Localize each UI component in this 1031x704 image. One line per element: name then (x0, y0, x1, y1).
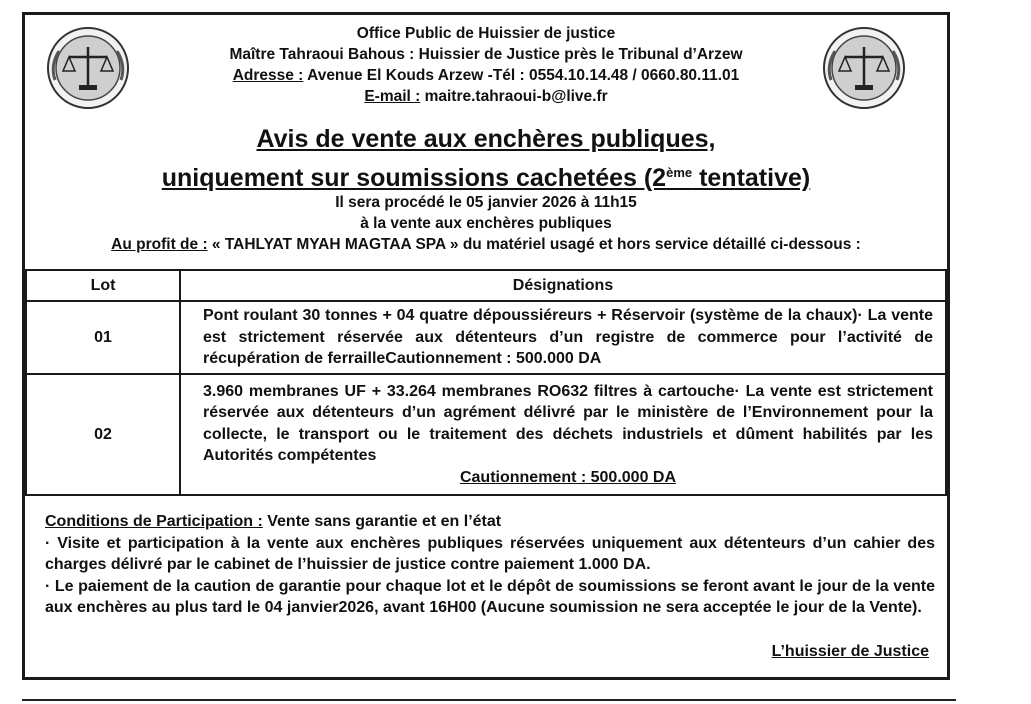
condition-point-1: · Visite et participation à la vente aux enchères publiques réservées uniquement aux détenteurs d’un cahier des charges délivré par le cabinet de l’huissier de justice contre paiement 1.000 DA. (45, 534, 935, 573)
conditions-block (45, 511, 935, 619)
office-title: Office Public de Huissier de justice (356, 25, 616, 42)
condition-point-2: · Le paiement de la caution de garantie pour chaque lot et le dépôt de soumissions se feront avant le jour de la vente aux enchères au plus tard le 04 janvier2026, avant 16H00 (Aucune soumission ne sera acceptée le jour de la Vente). (45, 577, 935, 616)
lot-description-text: 3.960 membranes UF + 33.264 membranes RO632 filtres à cartouche· La vente est strictement réservée aux détenteurs d’un agrément délivré par le ministère de l’Environnement pour la collecte, le transport ou le traitement des déchets industriels et dûment habilités par les Autorités compétentes (203, 382, 933, 465)
bottom-divider (22, 699, 956, 701)
email-line (25, 86, 947, 107)
lot-description (180, 374, 946, 495)
intro-sale: à la vente aux enchères publiques (360, 215, 612, 232)
title-line-2-suffix: tentative) (692, 164, 811, 192)
address-label: Adresse : (232, 67, 304, 84)
lot-number: 01 (26, 301, 180, 374)
conditions-label: Conditions de Participation : (45, 513, 263, 530)
notice-frame (22, 12, 950, 680)
lots-table (25, 269, 947, 496)
profit-value: « TAHLYAT MYAH MAGTAA SPA » du matériel usagé et hors service détaillé ci-dessous : (207, 236, 861, 253)
email-value: maitre.tahraoui-b@live.fr (420, 88, 608, 105)
conditions-label-value: Vente sans garantie et en l’état (262, 513, 502, 530)
address-line (25, 65, 947, 86)
lot-caution-text: Cautionnement : 500.000 DA (459, 468, 677, 486)
lot-caution (203, 467, 933, 489)
intro-profit (25, 234, 947, 255)
address-value: Avenue El Kouds Arzew -Tél : 0554.10.14.48 / 0660.80.11.01 (303, 67, 740, 84)
title-line-2-prefix: uniquement sur soumissions cachetées (2 (161, 164, 667, 192)
lot-column-header: Lot (26, 270, 180, 301)
table-row (26, 301, 946, 374)
notice-title (25, 123, 947, 195)
office-header (25, 23, 947, 107)
title-line-2 (25, 156, 947, 195)
table-header-row (26, 270, 946, 301)
email-label: E-mail : (364, 88, 421, 105)
title-line-1: Avis de vente aux enchères publiques, (256, 125, 716, 153)
intro-block (25, 192, 947, 255)
intro-date: Il sera procédé le 05 janvier 2026 à 11h15 (335, 194, 637, 211)
signature: L’huissier de Justice (771, 643, 929, 660)
lot-number: 02 (26, 374, 180, 495)
maitre-line: Maître Tahraoui Bahous : Huissier de Justice près le Tribunal d’Arzew (229, 46, 743, 63)
lot-description-text: Pont roulant 30 tonnes + 04 quatre dépoussiéreurs + Réservoir (système de la chaux)· La vente est strictement réservée aux détenteurs d’un registre de commerce pour l’activité de récupération de ferrailleCautionnement : 500.000 DA (203, 307, 933, 368)
lot-description (180, 301, 946, 374)
conditions-title (45, 511, 935, 533)
designations-column-header: Désignations (180, 270, 946, 301)
title-line-2-sup: ème (666, 165, 693, 180)
profit-label: Au profit de : (111, 236, 208, 253)
table-row (26, 374, 946, 495)
